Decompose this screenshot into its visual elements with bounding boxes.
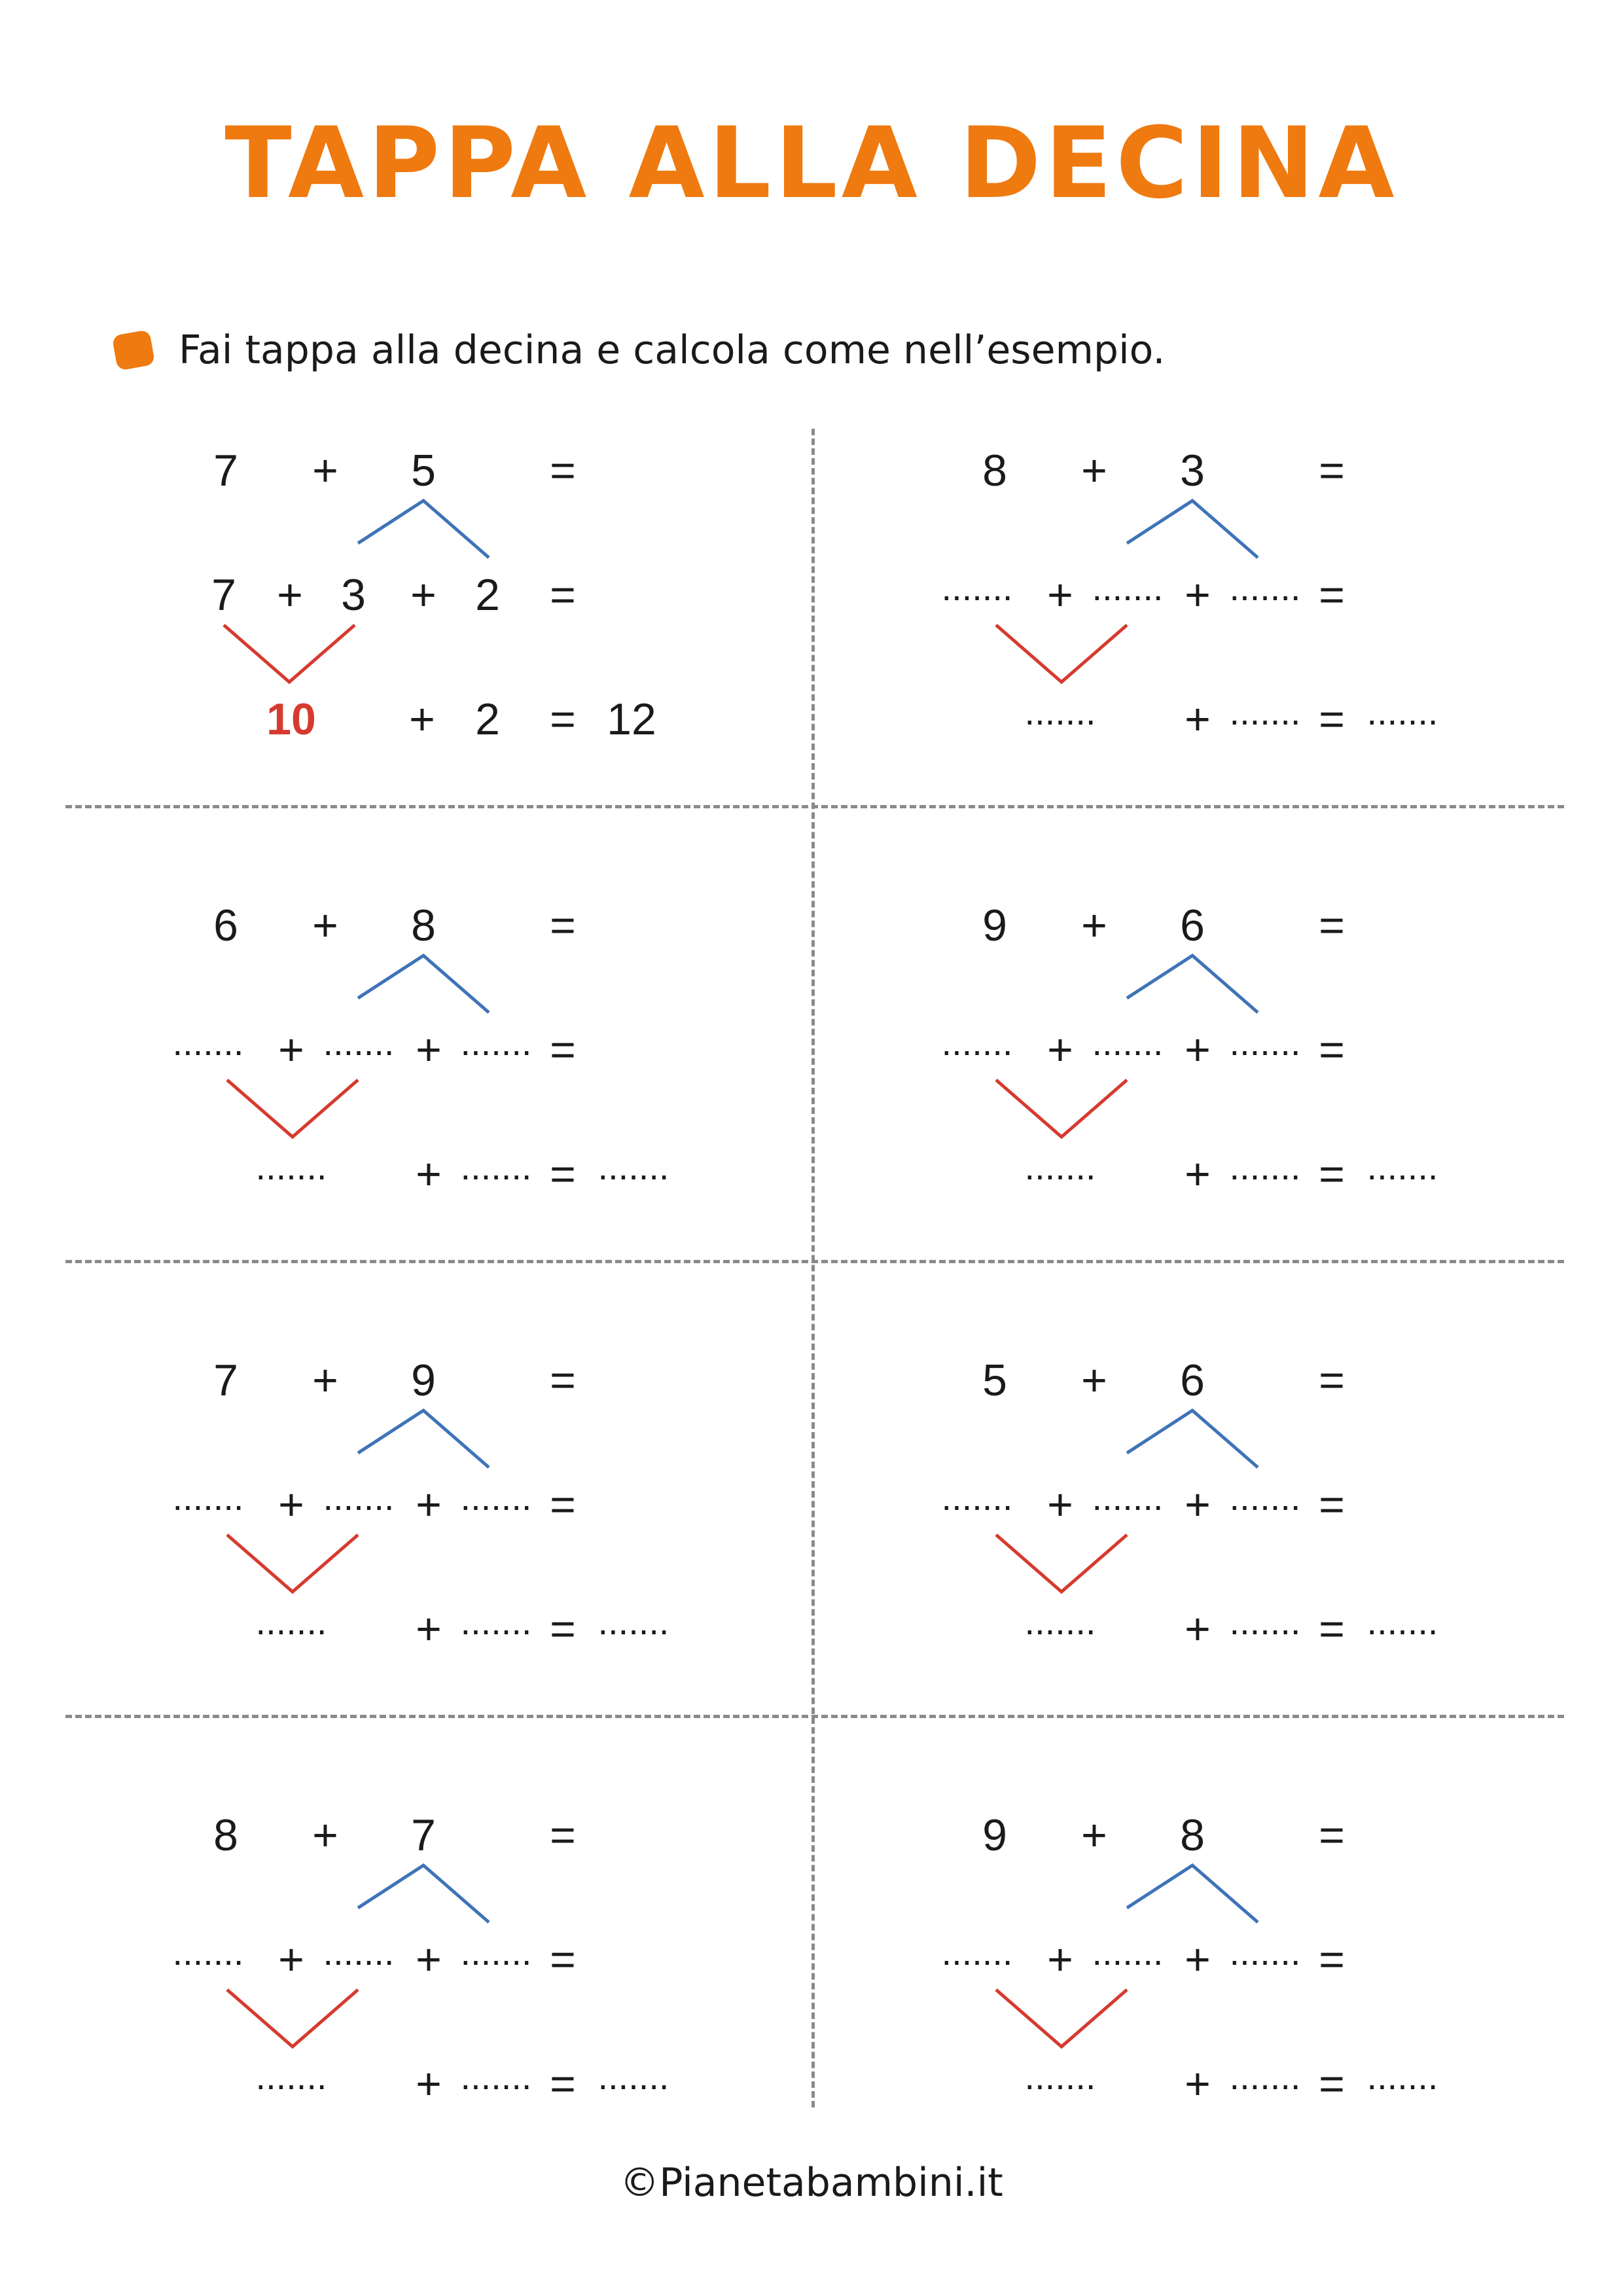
blank-field[interactable]: ....... [255, 1146, 327, 1187]
exercise [65, 1793, 785, 2160]
plus-sign: + [1081, 446, 1107, 495]
blank-field[interactable]: ....... [1366, 691, 1438, 732]
equals-sign: = [1319, 1355, 1345, 1405]
equals-sign: = [1319, 1480, 1345, 1530]
blue-split-line [1127, 956, 1258, 1013]
equals-sign: = [550, 901, 576, 950]
split-lines [65, 1793, 785, 2160]
equals-sign: = [1319, 1810, 1345, 1860]
exercise [65, 1338, 785, 1705]
blank-field[interactable]: ....... [1092, 1477, 1164, 1518]
blank-field[interactable]: ....... [597, 1146, 669, 1187]
plus-sign: + [312, 1810, 338, 1860]
red-sum-line [996, 1080, 1127, 1137]
instruction [115, 324, 1165, 376]
red-sum-line [227, 1990, 358, 2047]
blue-split-line [1127, 501, 1258, 558]
remaining-part: 2 [475, 694, 500, 744]
blank-field[interactable]: ....... [323, 1477, 395, 1518]
red-sum-line [996, 1990, 1127, 2047]
plus-sign: + [1047, 1025, 1073, 1075]
blank-field[interactable]: ....... [460, 1146, 532, 1187]
plus-sign: + [1185, 694, 1211, 744]
addend-b: 9 [411, 1355, 436, 1405]
plus-sign: + [409, 694, 435, 744]
split-second-part: 2 [475, 570, 500, 620]
exercise [834, 1793, 1554, 2160]
result-value: 12 [607, 694, 656, 744]
red-sum-line [996, 625, 1127, 682]
equals-sign: = [550, 2059, 576, 2109]
blank-field[interactable]: ....... [941, 567, 1013, 608]
blank-field[interactable]: ....... [1229, 1477, 1301, 1518]
blank-field[interactable]: ....... [323, 1022, 395, 1063]
blue-split-line [1127, 1865, 1258, 1922]
plus-sign: + [277, 570, 303, 620]
blank-field[interactable]: ....... [460, 2056, 532, 2097]
red-sum-line [996, 1535, 1127, 1592]
equals-sign: = [1319, 694, 1345, 744]
equals-sign: = [550, 694, 576, 744]
blank-field[interactable]: ....... [941, 1022, 1013, 1063]
blank-field[interactable]: ....... [597, 2056, 669, 2097]
footer-credit: ©Pianetabambini.it [620, 2160, 1003, 2206]
addend-b: 5 [411, 446, 436, 495]
addend-b: 6 [1180, 1355, 1205, 1405]
plus-sign: + [1081, 1355, 1107, 1405]
addend-b: 8 [1180, 1810, 1205, 1860]
blank-field[interactable]: ....... [1366, 1146, 1438, 1187]
plus-sign: + [312, 446, 338, 495]
plus-sign: + [1047, 570, 1073, 620]
blank-field[interactable]: ....... [255, 1601, 327, 1642]
plus-sign: + [1185, 570, 1211, 620]
plus-sign: + [278, 1025, 304, 1075]
addend-b: 8 [411, 901, 436, 950]
split-lines [834, 884, 1554, 1250]
addend-a: 9 [982, 1810, 1007, 1860]
instruction-text: Fai tappa alla decina e calcola come nell’esempio. [179, 327, 1166, 373]
blank-field[interactable]: ....... [460, 1601, 532, 1642]
exercise [834, 884, 1554, 1250]
exercise [834, 429, 1554, 795]
split-lines [65, 884, 785, 1250]
split-lines [834, 429, 1554, 795]
blue-split-line [358, 1865, 489, 1922]
plus-sign: + [1185, 1935, 1211, 1984]
blank-field[interactable]: ....... [1229, 691, 1301, 732]
blank-field[interactable]: ....... [460, 1022, 532, 1063]
split-lines [65, 429, 785, 795]
blank-field[interactable]: ....... [1092, 1931, 1164, 1973]
exercise [834, 1338, 1554, 1705]
example-exercise [65, 429, 785, 795]
plus-sign: + [416, 1480, 442, 1530]
plus-sign: + [312, 1355, 338, 1405]
blank-field[interactable]: ....... [172, 1931, 244, 1973]
plus-sign: + [278, 1480, 304, 1530]
blank-field[interactable]: ....... [1366, 1601, 1438, 1642]
addend-a: 8 [213, 1810, 238, 1860]
blue-split-line [358, 956, 489, 1013]
equals-sign: = [1319, 2059, 1345, 2109]
plus-sign: + [1185, 1149, 1211, 1199]
equals-sign: = [550, 570, 576, 620]
plus-sign: + [1185, 2059, 1211, 2109]
plus-sign: + [416, 1935, 442, 1984]
blank-field[interactable]: ....... [1024, 1601, 1096, 1642]
red-sum-line [224, 625, 355, 682]
addend-b: 7 [411, 1810, 436, 1860]
plus-sign: + [278, 1935, 304, 1984]
blank-field[interactable]: ....... [255, 2056, 327, 2097]
plus-sign: + [1185, 1604, 1211, 1654]
addend-a: 7 [213, 446, 238, 495]
blank-field[interactable]: ....... [597, 1601, 669, 1642]
blank-field[interactable]: ....... [172, 1477, 244, 1518]
plus-sign: + [1081, 901, 1107, 950]
equals-sign: = [1319, 570, 1345, 620]
blank-field[interactable]: ....... [323, 1931, 395, 1973]
blank-field[interactable]: ....... [1024, 2056, 1096, 2097]
plus-sign: + [416, 2059, 442, 2109]
equals-sign: = [550, 1810, 576, 1860]
blank-field[interactable]: ....... [941, 1477, 1013, 1518]
red-sum-line [227, 1080, 358, 1137]
plus-sign: + [410, 570, 437, 620]
plus-sign: + [1185, 1480, 1211, 1530]
split-lines [65, 1338, 785, 1705]
split-lines [834, 1793, 1554, 2160]
equals-sign: = [1319, 901, 1345, 950]
blank-field[interactable]: ....... [1092, 567, 1164, 608]
horizontal-divider [65, 805, 1564, 808]
blank-field[interactable]: ....... [1366, 2056, 1438, 2097]
plus-sign: + [1081, 1810, 1107, 1860]
blue-split-line [358, 501, 489, 558]
addend-b: 6 [1180, 901, 1205, 950]
red-sum-line [227, 1535, 358, 1592]
bullet-icon [112, 329, 155, 370]
exercise [65, 884, 785, 1250]
split-row-a: 7 [211, 570, 236, 620]
blank-field[interactable]: ....... [1024, 1146, 1096, 1187]
blank-field[interactable]: ....... [941, 1931, 1013, 1973]
equals-sign: = [550, 1355, 576, 1405]
plus-sign: + [416, 1149, 442, 1199]
blank-field[interactable]: ....... [460, 1477, 532, 1518]
blank-field[interactable]: ....... [1229, 2056, 1301, 2097]
plus-sign: + [312, 901, 338, 950]
vertical-divider [812, 429, 815, 2108]
blank-field[interactable]: ....... [1229, 1022, 1301, 1063]
plus-sign: + [1047, 1935, 1073, 1984]
blue-split-line [358, 1410, 489, 1467]
blank-field[interactable]: ....... [1229, 1601, 1301, 1642]
addend-a: 6 [213, 901, 238, 950]
blank-field[interactable]: ....... [172, 1022, 244, 1063]
split-lines [834, 1338, 1554, 1705]
equals-sign: = [550, 1604, 576, 1654]
split-first-part: 3 [341, 570, 366, 620]
plus-sign: + [1185, 1025, 1211, 1075]
addend-a: 5 [982, 1355, 1007, 1405]
equals-sign: = [1319, 1604, 1345, 1654]
blank-field[interactable]: ....... [1229, 1146, 1301, 1187]
addend-b: 3 [1180, 446, 1205, 495]
addend-a: 9 [982, 901, 1007, 950]
equals-sign: = [550, 1935, 576, 1984]
addend-a: 8 [982, 446, 1007, 495]
addend-a: 7 [213, 1355, 238, 1405]
blank-field[interactable]: ....... [1229, 567, 1301, 608]
equals-sign: = [550, 1149, 576, 1199]
equals-sign: = [550, 446, 576, 495]
page-title: TAPPA ALLA DECINA [224, 107, 1399, 221]
horizontal-divider [65, 1260, 1564, 1263]
blank-field[interactable]: ....... [1024, 691, 1096, 732]
equals-sign: = [1319, 1935, 1345, 1984]
horizontal-divider [65, 1715, 1564, 1718]
plus-sign: + [1047, 1480, 1073, 1530]
equals-sign: = [1319, 446, 1345, 495]
equals-sign: = [550, 1480, 576, 1530]
equals-sign: = [1319, 1025, 1345, 1075]
blank-field[interactable]: ....... [460, 1931, 532, 1973]
ten-value: 10 [266, 694, 316, 744]
equals-sign: = [550, 1025, 576, 1075]
blue-split-line [1127, 1410, 1258, 1467]
blank-field[interactable]: ....... [1092, 1022, 1164, 1063]
plus-sign: + [416, 1025, 442, 1075]
blank-field[interactable]: ....... [1229, 1931, 1301, 1973]
plus-sign: + [416, 1604, 442, 1654]
equals-sign: = [1319, 1149, 1345, 1199]
